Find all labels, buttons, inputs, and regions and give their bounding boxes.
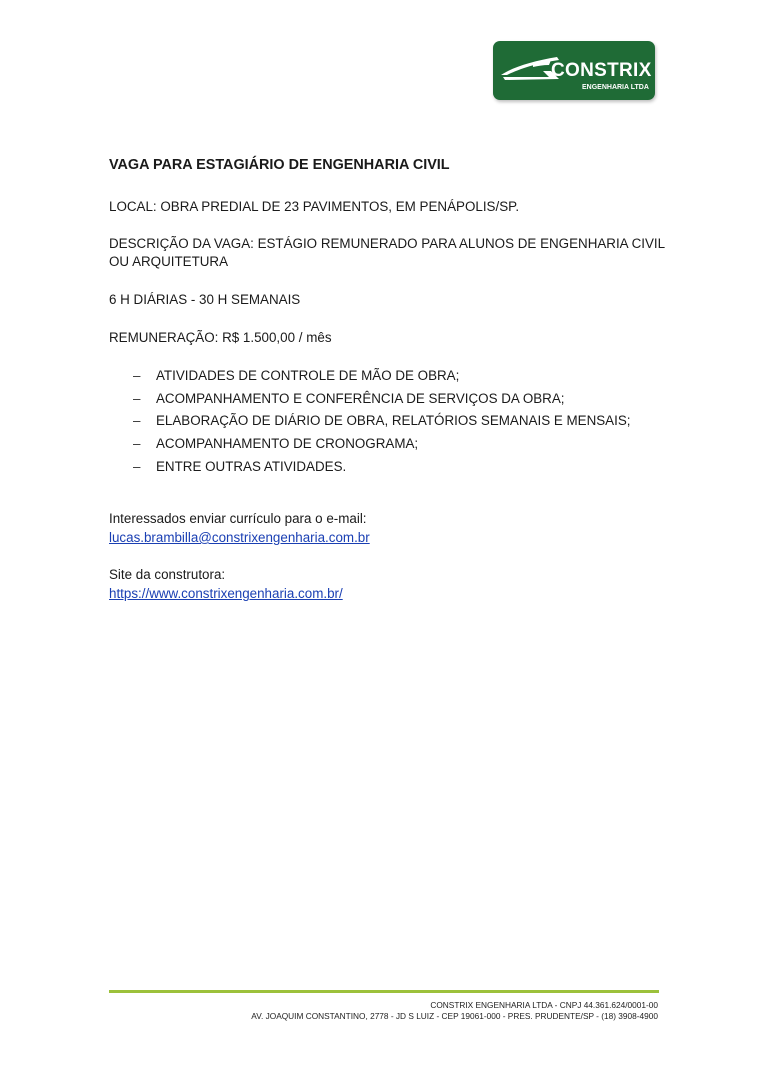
list-item [109,434,630,457]
activity-text: ENTRE OUTRAS ATIVIDADES. [156,458,347,474]
description-line-1: DESCRIÇÃO DA VAGA: ESTÁGIO REMUNERADO PARA ALUNOS DE ENGENHARIA CIVIL [109,236,666,251]
site-link[interactable]: https://www.constrixengenharia.com.br/ [109,586,343,601]
site-line [109,584,343,603]
activity-text: ACOMPANHAMENTO DE CRONOGRAMA; [156,436,419,452]
email-link[interactable]: lucas.brambilla@constrixengenharia.com.br [109,530,370,545]
list-item [109,389,630,412]
dash-icon: – [133,390,141,406]
contact-label: Interessados enviar currículo para o e-mail: [109,511,367,526]
dash-icon: – [133,436,141,452]
logo-name: CONSTRIX [551,60,652,81]
footer-address-line: AV. JOAQUIM CONSTANTINO, 2778 - JD S LUIZ - CEP 19061-000 - PRES. PRUDENTE/SP - (18) 3908-4900 [251,1011,658,1021]
page-title: VAGA PARA ESTAGIÁRIO DE ENGENHARIA CIVIL [109,157,450,173]
list-item [109,457,630,480]
dash-icon: – [133,458,141,474]
dash-icon: – [133,413,141,429]
dash-icon: – [133,368,141,383]
footer [251,1000,658,1022]
salary-text: REMUNERAÇÃO: R$ 1.500,00 / mês [109,330,332,345]
description-line-2: OU ARQUITETURA [109,254,229,269]
local-text: LOCAL: OBRA PREDIAL DE 23 PAVIMENTOS, EM PENÁPOLIS/SP. [109,199,520,214]
hours-text: 6 H DIÁRIAS - 30 H SEMANAIS [109,292,301,307]
activity-text: ATIVIDADES DE CONTROLE DE MÃO DE OBRA; [156,368,460,383]
list-item [109,366,630,389]
activities-list [109,366,630,479]
email-line [109,528,370,547]
company-logo [493,41,655,100]
logo-subtitle: ENGENHARIA LTDA [582,84,649,91]
activity-text: ACOMPANHAMENTO E CONFERÊNCIA DE SERVIÇOS DA OBRA; [156,390,565,406]
activity-text: ELABORAÇÃO DE DIÁRIO DE OBRA, RELATÓRIOS SEMANAIS E MENSAIS; [156,413,631,429]
footer-company-line: CONSTRIX ENGENHARIA LTDA - CNPJ 44.361.624/0001-00 [430,1000,658,1010]
list-item [109,411,630,434]
footer-divider [109,990,659,993]
site-label: Site da construtora: [109,567,226,582]
